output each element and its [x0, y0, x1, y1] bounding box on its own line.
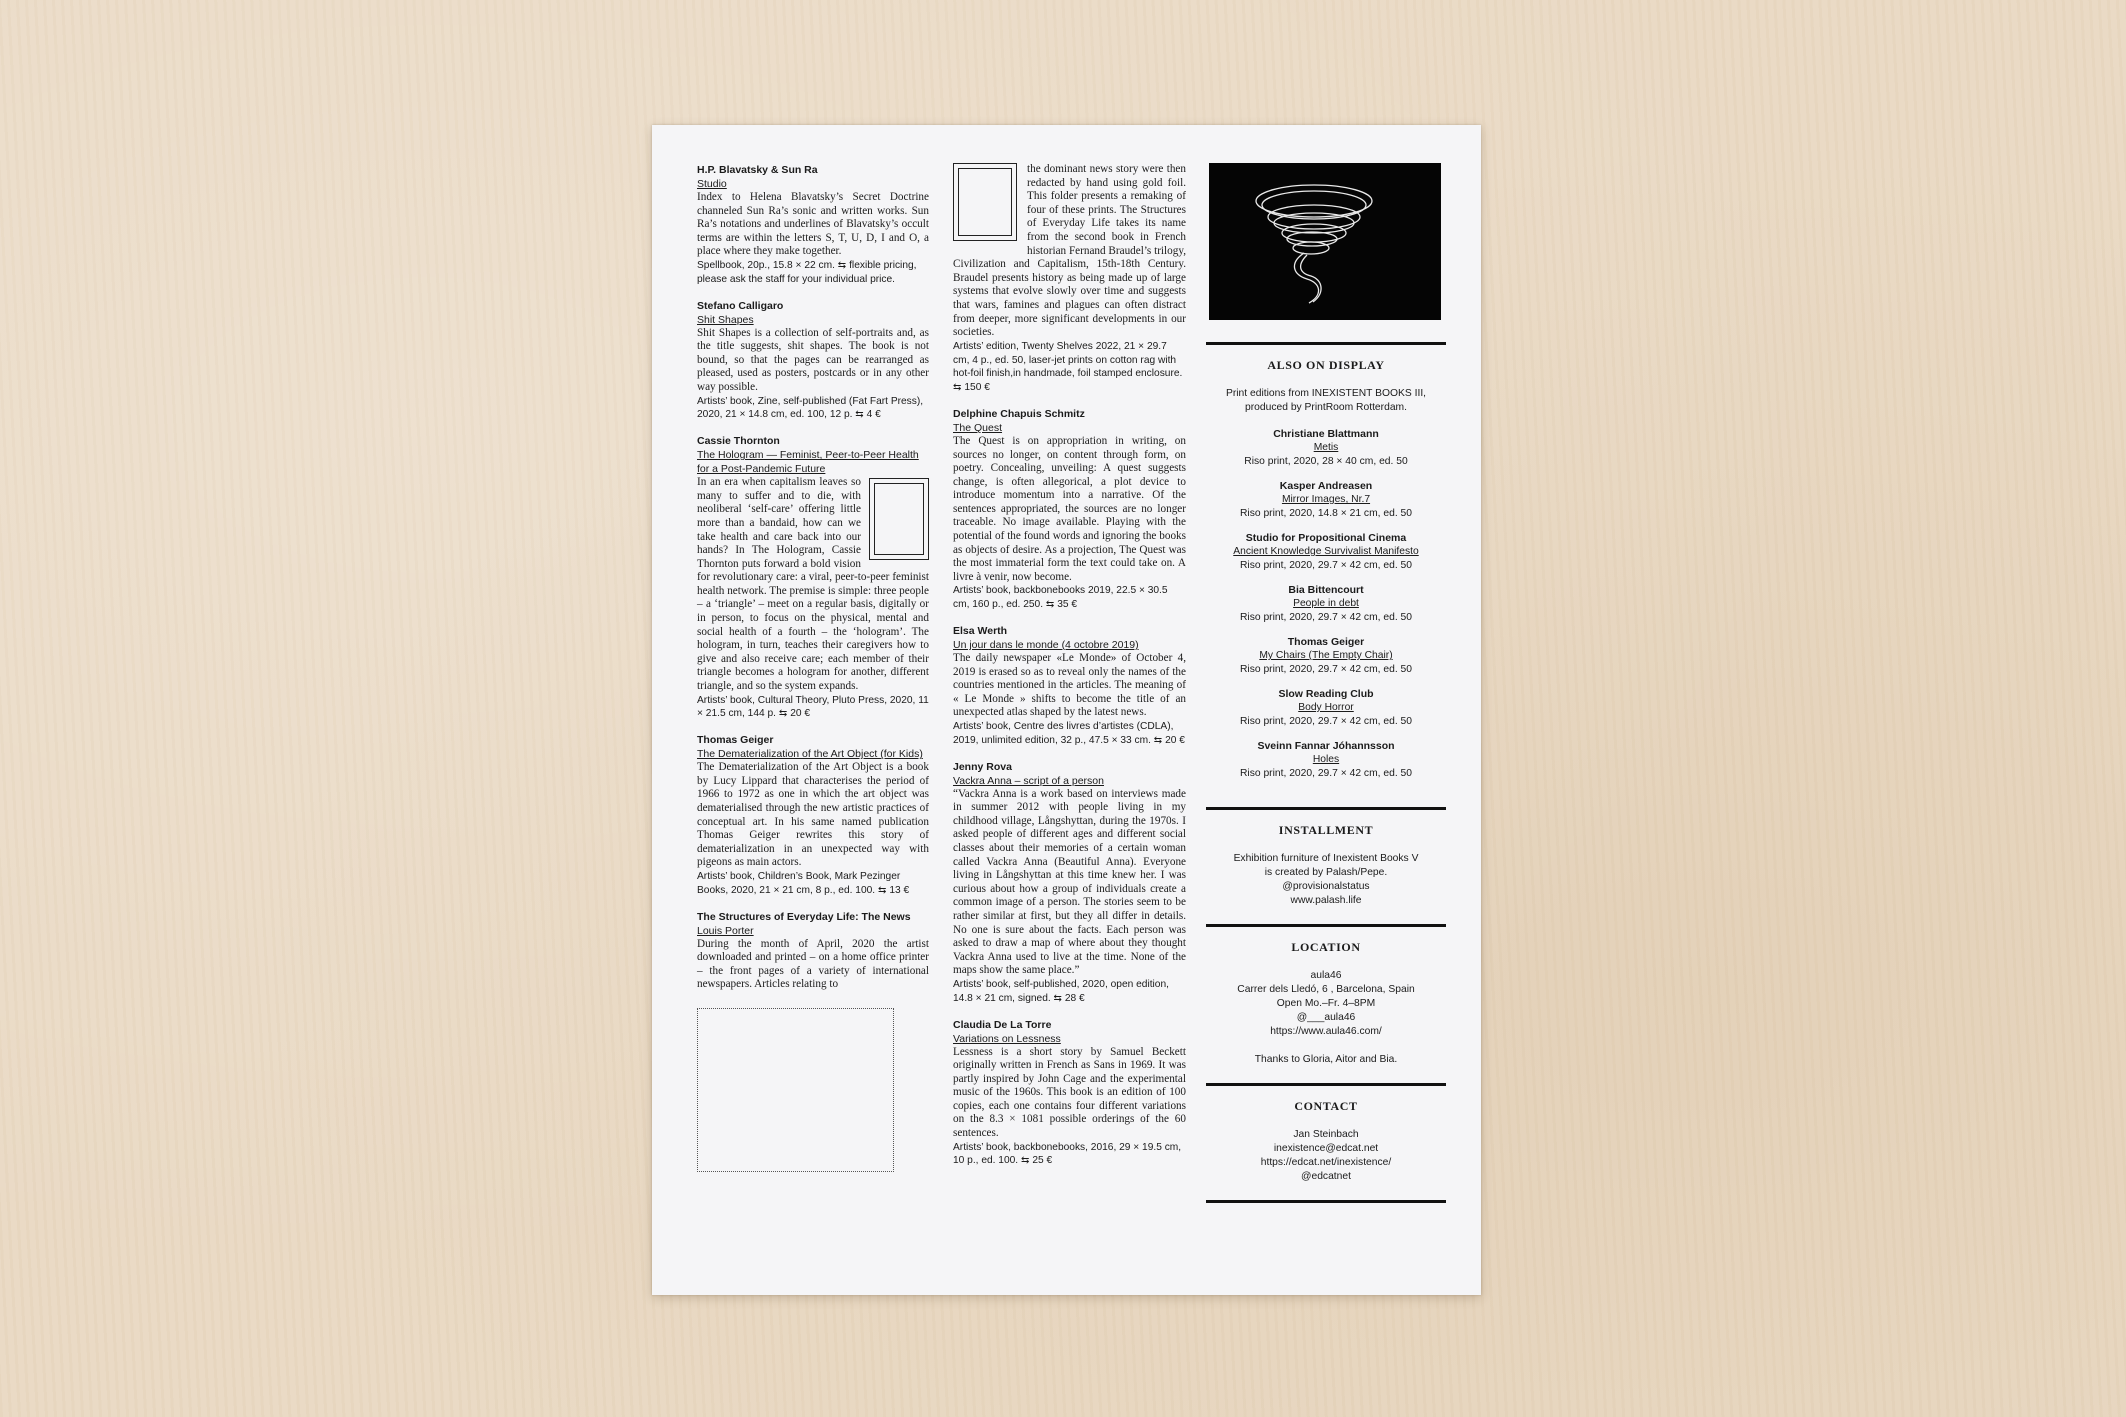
thanks-line: Thanks to Gloria, Aitor and Bia. [1254, 1054, 1398, 1065]
installment-line: www.palash.life [1290, 895, 1362, 906]
entry-calligaro [697, 299, 929, 423]
display-title: My Chairs (The Empty Chair) [1259, 650, 1393, 661]
location-line: Open Mo.–Fr. 4–8PM [1276, 998, 1376, 1009]
display-details: Riso print, 2020, 14.8 × 21 cm, ed. 50 [1239, 508, 1412, 519]
entry-author: Cassie Thornton [697, 435, 780, 448]
entry-details: Artists’ book, Centre des livres d’artistes (CDLA), 2019, unlimited edition, 32 p., 47.5 × 33 cm. ⇆ 20 € [953, 721, 1185, 746]
entry-author: Thomas Geiger [697, 734, 774, 747]
entry-title: The Dematerialization of the Art Object (for Kids) [697, 748, 923, 761]
entry-description: Index to Helena Blavatsky’s Secret Doctrine channeled Sun Ra’s sonic and written works. Sun Ra’s notations and underlines of Blavatsky’s occult terms are within the letters S, T, U, D, I and O, a place where they make together. [697, 191, 929, 258]
book-outline-figure [953, 163, 1017, 241]
entry-description: Shit Shapes is a collection of self-portraits and, as the title suggests, shit shapes. The book is not bound, so that the pages can be rearranged as pleased, used as posters, postcards or in any other way possible. [697, 326, 929, 393]
display-title: Holes [1312, 754, 1340, 765]
display-title: Metis [1313, 442, 1339, 453]
display-title: Body Horror [1298, 702, 1354, 713]
display-author: Slow Reading Club [1278, 688, 1374, 700]
entry-structures-cont [953, 163, 1186, 395]
installment-section [1209, 822, 1443, 924]
entry-chapuis-schmitz [953, 407, 1186, 612]
contact-line: https://edcat.net/inexistence/ [1260, 1157, 1392, 1168]
entry-title: Studio [697, 178, 727, 190]
entry-geiger [697, 733, 929, 897]
section-divider [1206, 924, 1446, 927]
entry-title: Variations on Lessness [953, 1032, 1061, 1045]
exhibition-sheet [652, 125, 1481, 1295]
display-item [1209, 531, 1443, 573]
display-author: Sveinn Fannar Jóhannsson [1257, 740, 1395, 752]
entry-blavatsky [697, 163, 929, 287]
entry-author: H.P. Blavatsky & Sun Ra [697, 164, 818, 176]
display-author: Studio for Propositional Cinema [1245, 532, 1407, 544]
entry-title: Louis Porter [697, 924, 754, 937]
entry-de-la-torre [953, 1018, 1186, 1169]
installment-line: Exhibition furniture of Inexistent Books V [1233, 853, 1419, 864]
section-divider [1206, 1200, 1446, 1203]
location-line: aula46 [1310, 970, 1342, 981]
display-item [1209, 583, 1443, 625]
contact-section [1209, 1098, 1443, 1200]
column-2 [953, 163, 1186, 1180]
entry-title: Vackra Anna – script of a person [953, 774, 1104, 787]
location-section [1209, 939, 1443, 1083]
entry-description: The daily newspaper «Le Monde» of October 4, 2019 is erased so as to reveal only the names of the countries mentioned in the articles. The meaning of « Le Monde » shifts to become the title of an unexpected atlas shaped by the latest news. [953, 652, 1186, 719]
installment-line: @provisionalstatus [1282, 881, 1370, 892]
entry-details: Artists’ book, backbonebooks, 2016, 29 × 19.5 cm, 10 p., ed. 100. ⇆ 25 € [953, 1141, 1182, 1167]
entry-details: Artists’ book, Cultural Theory, Pluto Press, 2020, 11 × 21.5 cm, 144 p. ⇆ 20 € [697, 694, 929, 720]
spiral-artwork-image [1209, 163, 1441, 320]
display-details: Riso print, 2020, 29.7 × 42 cm, ed. 50 [1239, 768, 1412, 779]
spiral-icon [1249, 175, 1379, 310]
display-details: Riso print, 2020, 29.7 × 42 cm, ed. 50 [1239, 612, 1412, 623]
location-line: https://www.aula46.com/ [1270, 1026, 1382, 1037]
display-item [1209, 687, 1443, 729]
contact-line: @edcatnet [1301, 1171, 1351, 1182]
book-outline-figure [869, 478, 929, 560]
entry-details: Artists’ book, self-published, 2020, open edition, 14.8 × 21 cm, signed. ⇆ 28 € [953, 978, 1169, 1004]
display-details: Riso print, 2020, 28 × 40 cm, ed. 50 [1244, 456, 1408, 467]
installment-line: is created by Palash/Pepe. [1264, 867, 1388, 878]
section-divider [1206, 807, 1446, 810]
entry-structures [697, 910, 929, 992]
display-item [1209, 739, 1443, 781]
entry-description: “Vackra Anna is a work based on interviews made in summer 2012 with people living in my childhood village, Långshyttan, during the 1970s. I asked people of different ages and different social classes about their memories of a certain woman called Vackra Anna (Beautiful Anna). Everyone living in Långshyttan at this time knew her. I was curious about how a group of individuals create a common image of a person. The stories seem to be rather similar at first, but they all differ in details. No one is sure about the facts. Each person was asked to draw a map of where about they thought Vackra Anna used to live at the time. None of the maps show the same place.” [953, 787, 1186, 977]
display-author: Christiane Blattmann [1273, 428, 1379, 440]
entry-title: Un jour dans le monde (4 octobre 2019) [953, 639, 1139, 652]
display-item [1209, 479, 1443, 521]
entry-werth [953, 624, 1186, 748]
display-details: Riso print, 2020, 29.7 × 42 cm, ed. 50 [1239, 560, 1412, 571]
entry-author: Claudia De La Torre [953, 1018, 1052, 1031]
also-on-display-section [1209, 357, 1443, 807]
entry-rova [953, 760, 1186, 1006]
entry-description: Lessness is a short story by Samuel Beckett originally written in French as Sans in 1969. It was partly inspired by John Cage and the experimental music of the 1960s. This book is an edition of 100 copies, each one contains four different variations on the 8.3 × 1081 possible orderings of the 60 sentences. [953, 1045, 1186, 1140]
entry-details: Artists’ edition, Twenty Shelves 2022, 21 × 29.7 cm, 4 p., ed. 50, laser-jet prints on cotton rag with hot-foil finish,in handmade, foil stamped enclosure. ⇆ 150 € [953, 340, 1183, 394]
column-1 [697, 163, 929, 1172]
section-heading: INSTALLMENT [1278, 823, 1374, 837]
display-details: Riso print, 2020, 29.7 × 42 cm, ed. 50 [1239, 664, 1412, 675]
display-title: Mirror Images, Nr.7 [1281, 494, 1371, 505]
entry-title: The Quest [953, 421, 1003, 434]
section-heading: CONTACT [1294, 1099, 1358, 1113]
entry-details: Spellbook, 20p., 15.8 × 22 cm. ⇆ flexible pricing, please ask the staff for your individual price. [697, 259, 917, 285]
entry-details: Artists’ book, Zine, self-published (Fat Fart Press), 2020, 21 × 14.8 cm, ed. 100, 12 p. ⇆ 4 € [697, 395, 924, 421]
display-item [1209, 427, 1443, 469]
entry-details: Artists’ book, backbonebooks 2019, 22.5 × 30.5 cm, 160 p., ed. 250. ⇆ 35 € [953, 585, 1168, 611]
entry-description: The Dematerialization of the Art Object is a book by Lucy Lippard that characterises the period of 1966 to 1972 as one in which the art object was dematerialised through the new artistic practices of conceptual art. In his same named publication Thomas Geiger rewrites this story of dematerialization in an unexpected way with pigeons as main actors. [697, 761, 929, 869]
section-divider [1206, 1083, 1446, 1086]
entry-details: Artists’ book, Children’s Book, Mark Pezinger Books, 2020, 21 × 21 cm, 8 p., ed. 100. ⇆ 13 € [697, 870, 910, 896]
section-divider [1206, 342, 1446, 345]
entry-description: In an era when capitalism leaves so many to suffer and to die, with neoliberal ‘self-care’ offering little more than a bandaid, how can we take health and care back into our hands? In The Hologram, Cassie Thornton puts forward a bold vision for revolutionary care: a viral, peer-to-peer feminist health network. The premise is simple: three people – a ‘triangle’ – meet on a regular basis, digitally or in person, to focus on the physical, mental and social health of a fourth – the ‘hologram’. The hologram, in turn, teaches their caregivers how to give and also receive care; each member of their triangle becomes a hologram for another, different triangle, and so the system expands. [697, 476, 929, 693]
entry-description: During the month of April, 2020 the artist downloaded and printed – on a home office printer – the front pages of a variety of international newspapers. Articles relating to [697, 937, 929, 991]
contact-line: Jan Steinbach [1293, 1129, 1359, 1140]
entry-author: Stefano Calligaro [697, 299, 784, 312]
column-3 [1209, 163, 1443, 1203]
display-title: Ancient Knowledge Survivalist Manifesto [1233, 546, 1419, 557]
contact-line: inexistence@edcat.net [1273, 1143, 1379, 1154]
entry-title: The Hologram — Feminist, Peer-to-Peer Health for a Post-Pandemic Future [697, 449, 919, 476]
dotted-placeholder-box [697, 1008, 894, 1172]
entry-description: The Quest is on appropriation in writing, on sources no longer, on content through form, on poetry. Concealing, unveiling: A quest suggests change, is often allegorical, a plot device to introduce momentum into a narrative. Of the sentences appropriated, the sources are no longer traceable. No image available. Playing with the potential of the found words and ignoring the books as objects of desire. As a projection, The Quest was the most immaterial form the text could take on. A livre à venir, now become. [953, 434, 1186, 583]
entry-title: Shit Shapes [697, 313, 754, 326]
display-author: Thomas Geiger [1287, 636, 1365, 648]
entry-author: Elsa Werth [953, 625, 1008, 638]
display-details: Riso print, 2020, 29.7 × 42 cm, ed. 50 [1239, 716, 1412, 727]
entry-author: Jenny Rova [953, 760, 1012, 773]
display-intro: Print editions from INEXISTENT BOOKS III, produced by PrintRoom Rotterdam. [1225, 388, 1427, 413]
entry-thornton [697, 434, 929, 721]
display-author: Kasper Andreasen [1279, 480, 1373, 492]
entry-description: the dominant news story were then redacted by hand using gold foil. This folder presents a remaking of four of these prints. The Structures of Everyday Life takes its name from the second book in French historian Fernand Braudel’s trilogy, Civilization and Capitalism, 15th-18th Century. Braudel presents history as being made up of large systems that evolve slowly over time and suggests that wars, famines and plagues can often distract from deeper, more significant developments in our societies. [953, 163, 1186, 339]
section-heading: LOCATION [1291, 940, 1361, 954]
display-item [1209, 635, 1443, 677]
entry-author: Delphine Chapuis Schmitz [953, 407, 1085, 420]
display-title: People in debt [1293, 598, 1359, 609]
location-line: Carrer dels Lledó, 6 , Barcelona, Spain [1237, 984, 1415, 995]
location-line: @___aula46 [1296, 1012, 1356, 1023]
entry-author: The Structures of Everyday Life: The News [697, 910, 911, 923]
section-heading: ALSO ON DISPLAY [1267, 358, 1385, 372]
display-author: Bia Bittencourt [1288, 584, 1364, 596]
